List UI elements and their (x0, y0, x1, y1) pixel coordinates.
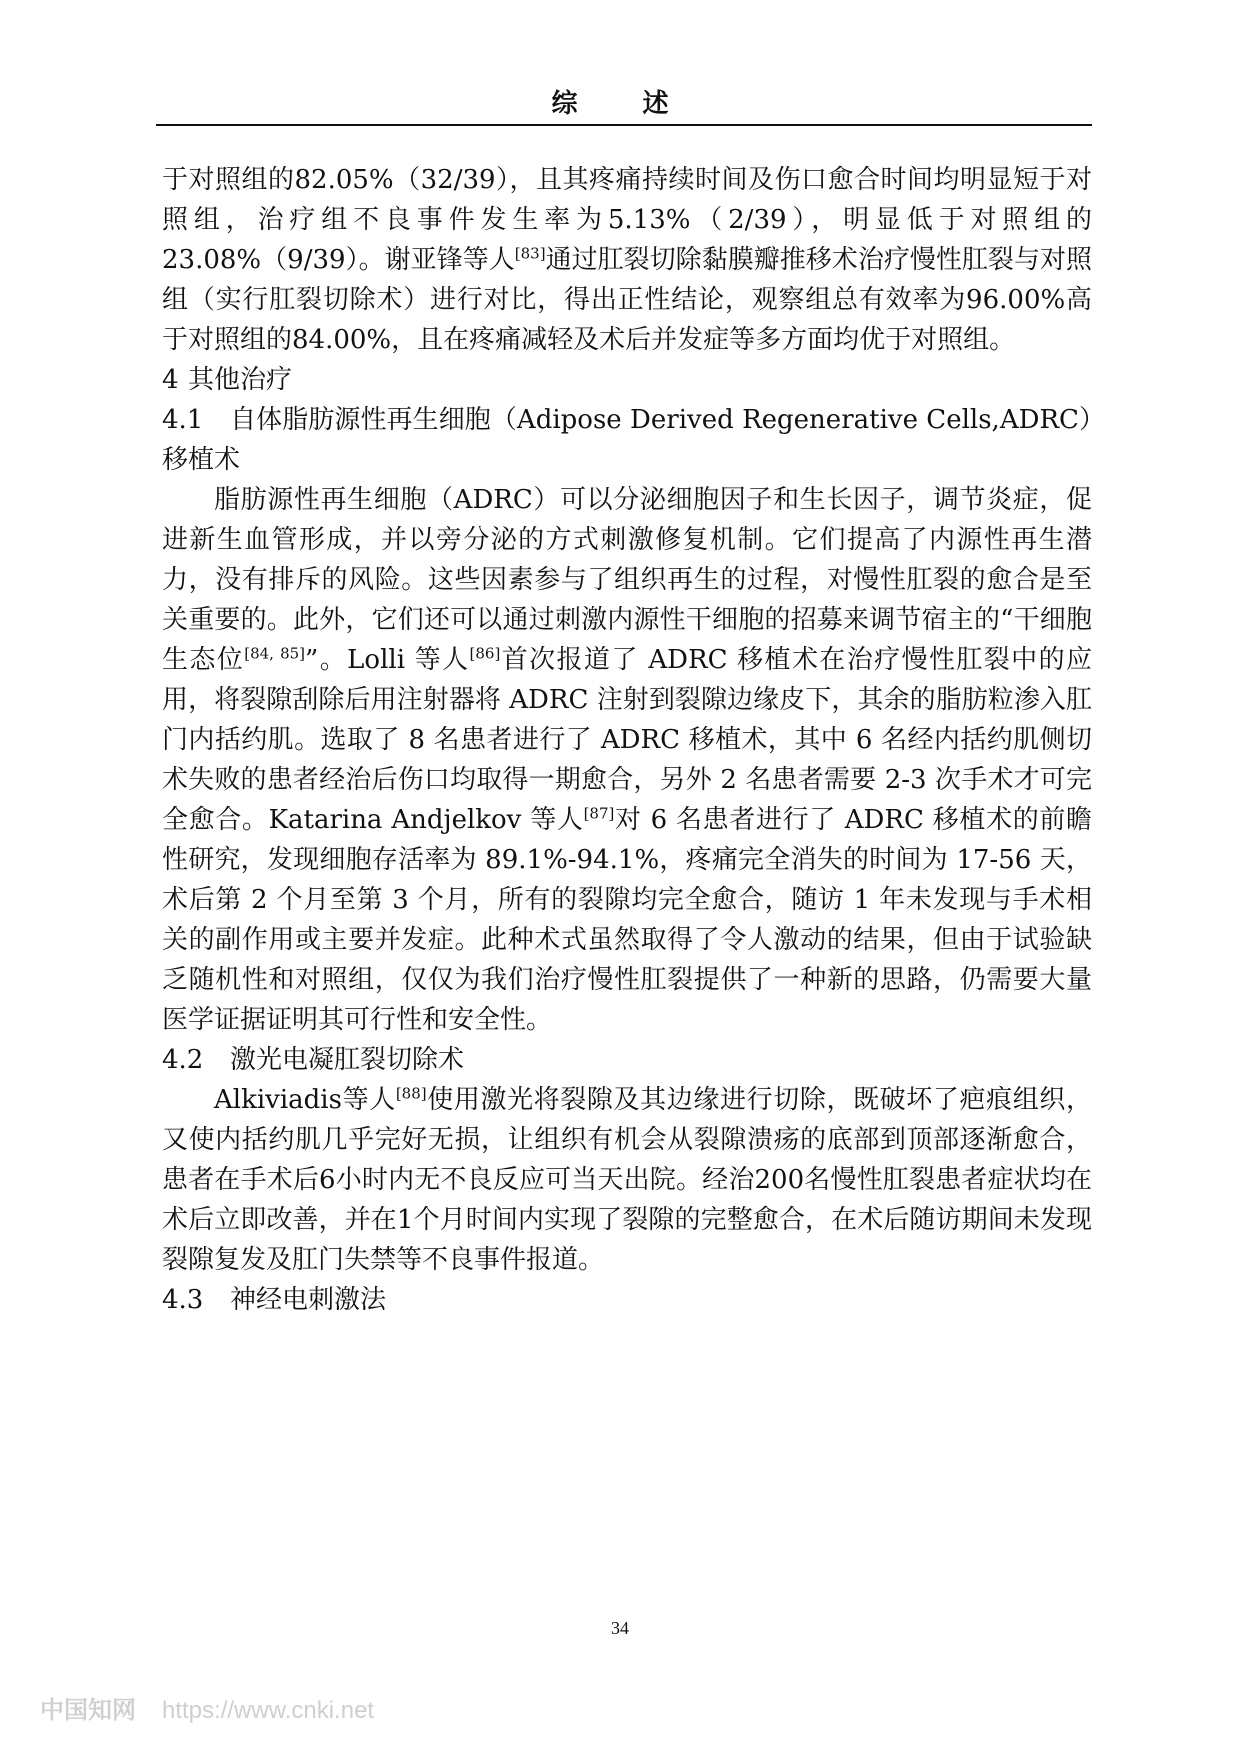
text-run: 首次报道了 ADRC 移植术在治疗慢性肛裂中的应用，将裂隙刮除后用注射器将 ADRC 注射到裂隙边缘皮下，其余的脂肪粒渗入肛门内括约肌。选取了 8 名患者进行了 ADRC 移植术，其中 6 名经内括约肌侧切术失败的患者经治后伤口均取得一期愈合，另外 2 名患者需要 2-3 次手术才可完全愈合。Katarina Andjelkov 等人 (162, 645, 1092, 835)
page-number: 34 (611, 1618, 629, 1638)
header-rule (156, 124, 1092, 126)
watermark (40, 1690, 374, 1725)
citation: [88] (395, 1084, 427, 1103)
text-run: 于对照组的82.05%（32/39），且其疼痛持续时间及伤口愈合时间均明显短于对照组，治疗组不良事件发生率为5.13%（2/39），明显低于对照组的23.08%（9/39）。谢亚锋等人 (162, 165, 1092, 275)
watermark-logo: 中国知网 (40, 1697, 136, 1724)
paragraph-comparison-results (162, 160, 1092, 360)
text-run: 使用激光将裂隙及其边缘进行切除，既破坏了疤痕组织，又使内括约肌几乎完好无损，让组织有机会从裂隙溃疡的底部到顶部逐渐愈合，患者在手术后6小时内无不良反应可当天出院。经治200名慢性肛裂患者症状均在术后立即改善，并在1个月时间内实现了裂隙的完整愈合，在术后随访期间未发现裂隙复发及肛门失禁等不良事件报道。 (162, 1085, 1092, 1275)
section-number: 4.1 (162, 405, 204, 435)
citation: [84, 85] (244, 644, 306, 663)
watermark-url: https://www.cnki.net (162, 1697, 375, 1724)
section-title: 激光电凝肛裂切除术 (230, 1045, 465, 1075)
main-content (162, 160, 1092, 1320)
text-run: Alkiviadis等人 (214, 1085, 396, 1115)
section-title: 其他治疗 (188, 365, 293, 395)
citation: [87] (583, 804, 615, 823)
section-heading-4-2 (162, 1040, 1092, 1080)
section-heading-4-1 (162, 400, 1092, 480)
section-number: 4.2 (162, 1045, 204, 1075)
section-heading-4-3 (162, 1280, 1092, 1320)
text-run: ”。Lolli 等人 (305, 645, 470, 675)
section-title: 自体脂肪源性再生细胞（Adipose Derived Regenerative Cells,ADRC）移植术 (162, 405, 1092, 475)
text-run: 通过肛裂切除黏膜瓣推移术治疗慢性肛裂与对照组（实行肛裂切除术）进行对比，得出正性结论，观察组总有效率为96.00%高于对照组的84.00%，且在疼痛减轻及术后并发症等多方面均优于对照组。 (162, 245, 1092, 355)
running-header: 综 述 (551, 89, 697, 119)
section-number: 4 (162, 365, 179, 395)
paragraph-laser (162, 1080, 1092, 1280)
citation: [86] (469, 644, 501, 663)
section-title: 神经电刺激法 (230, 1285, 387, 1315)
text-run: 对 6 名患者进行了 ADRC 移植术的前瞻性研究，发现细胞存活率为 89.1%-94.1%，疼痛完全消失的时间为 17-56 天，术后第 2 个月至第 3 个月，所有的裂隙均完全愈合，随访 1 年未发现与手术相关的副作用或主要并发症。此种术式虽然取得了令人激动的结果，但由于试验缺乏随机性和对照组，仅仅为我们治疗慢性肛裂提供了一种新的思路，仍需要大量医学证据证明其可行性和安全性。 (162, 805, 1093, 1035)
text-run: 脂肪源性再生细胞（ADRC）可以分泌细胞因子和生长因子，调节炎症，促进新生血管形成，并以旁分泌的方式刺激修复机制。它们提高了内源性再生潜力，没有排斥的风险。这些因素参与了组织再生的过程，对慢性肛裂的愈合是至关重要的。此外，它们还可以通过刺激内源性干细胞的招募来调节宿主的“干细胞生态位 (162, 485, 1092, 675)
section-number: 4.3 (162, 1285, 204, 1315)
citation: [83] (514, 244, 546, 263)
section-heading-4 (162, 360, 1092, 400)
paragraph-adrc (162, 480, 1092, 1040)
